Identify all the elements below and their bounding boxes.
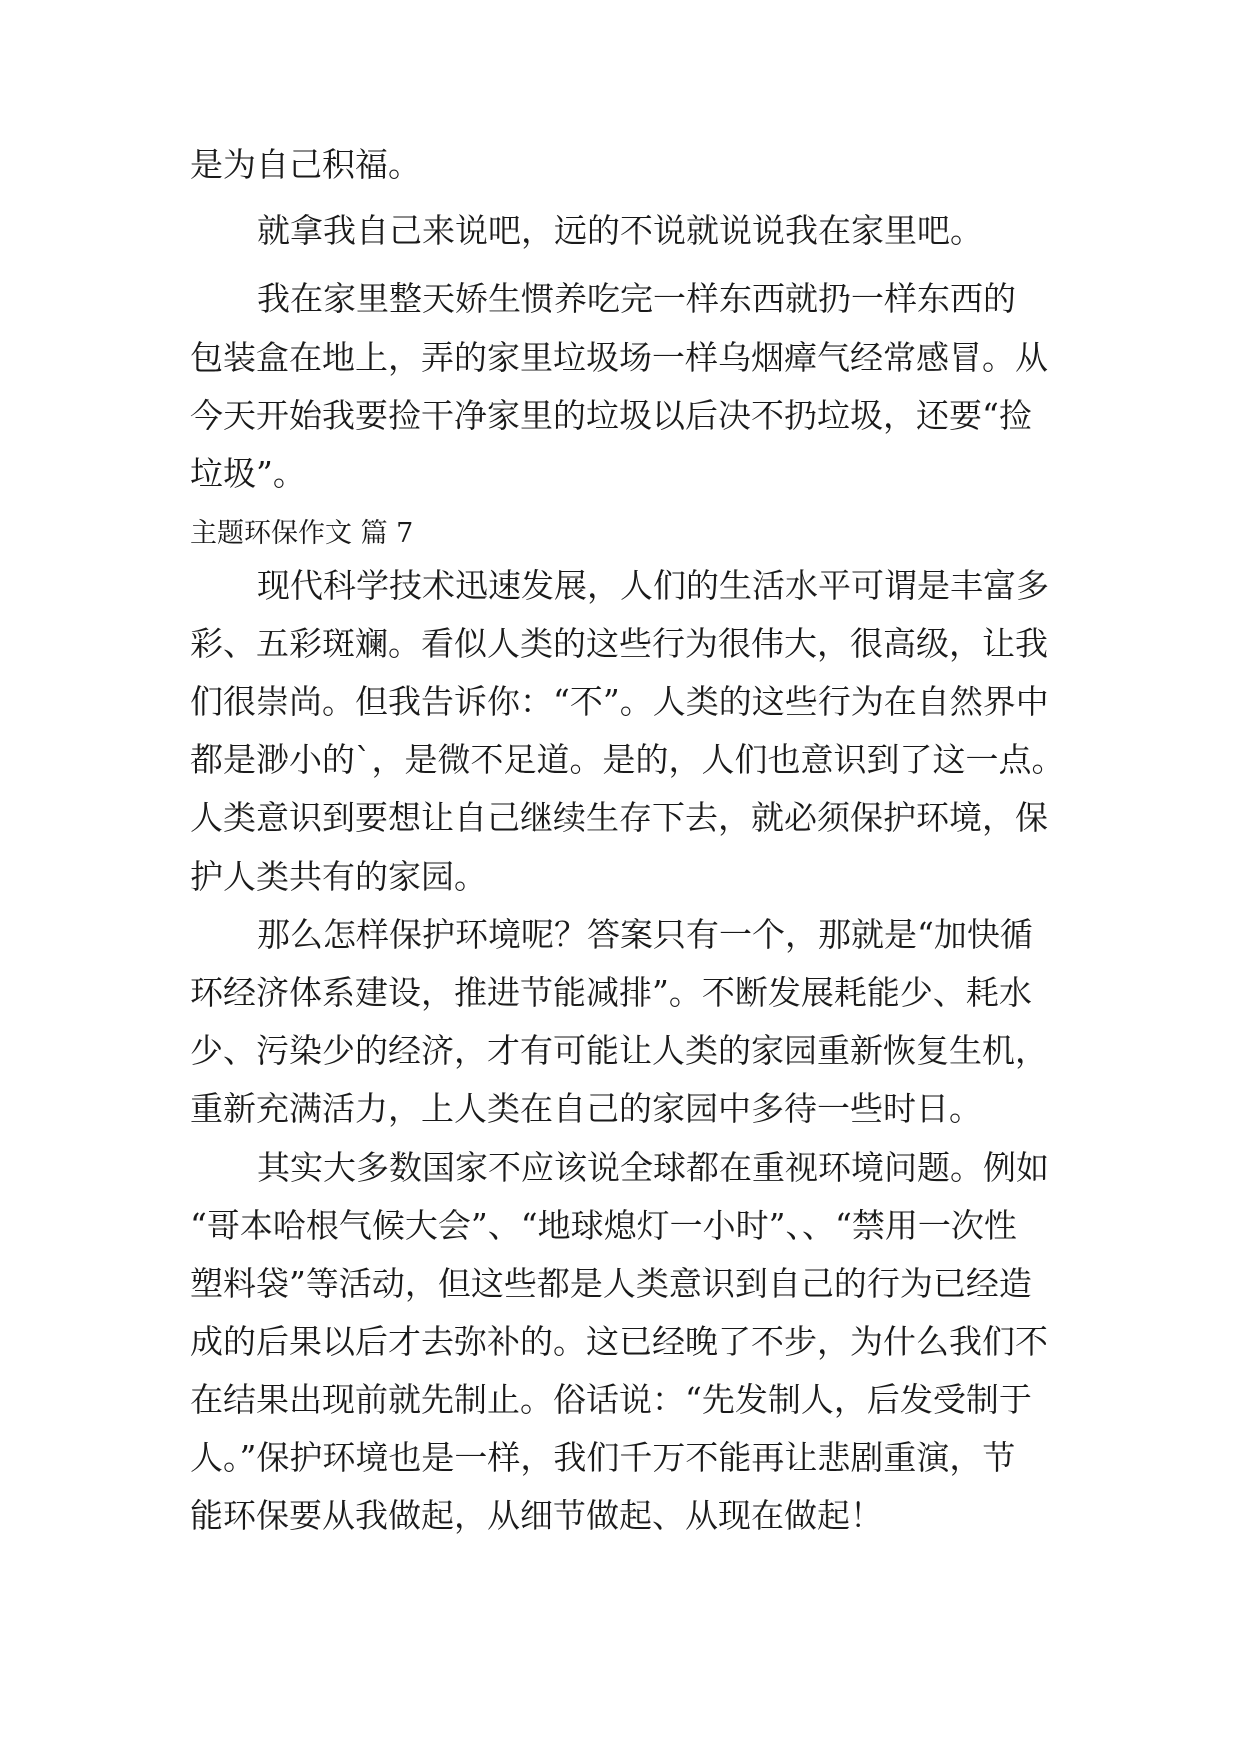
text-line: 今天开始我要捡干净家里的垃圾以后决不扔垃圾，还要“捡 bbox=[190, 396, 1032, 435]
text-line: 在结果出现前就先制止。俗话说：“先发制人，后发受制于 bbox=[190, 1380, 1032, 1419]
text-line: 能环保要从我做起，从细节做起、从现在做起！ bbox=[190, 1496, 883, 1535]
text-line: 现代科学技术迅速发展，人们的生活水平可谓是丰富多 bbox=[257, 566, 1049, 605]
text-line: 们很崇尚。但我告诉你：“不”。人类的这些行为在自然界中 bbox=[190, 682, 1049, 721]
text-line: 就拿我自己来说吧，远的不说就说说我在家里吧。 bbox=[257, 211, 983, 250]
text-line: 塑料袋”等活动，但这些都是人类意识到自己的行为已经造 bbox=[190, 1264, 1032, 1303]
text-line: 护人类共有的家园。 bbox=[190, 857, 487, 896]
text-line: 环经济体系建设，推进节能减排”。不断发展耗能少、耗水 bbox=[190, 973, 1032, 1012]
text-line: 少、污染少的经济，才有可能让人类的家园重新恢复生机， bbox=[190, 1031, 1048, 1070]
text-line: 人类意识到要想让自己继续生存下去，就必须保护环境，保 bbox=[190, 798, 1048, 837]
text-line: 人。”保护环境也是一样，我们千万不能再让悲剧重演，节 bbox=[190, 1438, 1016, 1477]
text-line: 我在家里整天娇生惯养吃完一样东西就扔一样东西的 bbox=[257, 279, 1016, 318]
text-line: 包装盒在地上，弄的家里垃圾场一样乌烟瘴气经常感冒。从 bbox=[190, 338, 1048, 377]
text-line: 是为自己积福。 bbox=[190, 145, 421, 184]
text-line: 都是渺小的`，是微不足道。是的，人们也意识到了这一点。 bbox=[190, 740, 1065, 779]
text-line: 成的后果以后才去弥补的。这已经晚了不步，为什么我们不 bbox=[190, 1322, 1048, 1361]
text-line: “哥本哈根气候大会”、“地球熄灯一小时”、、“禁用一次性 bbox=[190, 1206, 1017, 1245]
section-heading: 主题环保作文 篇 7 bbox=[190, 518, 414, 549]
text-line: 垃圾”。 bbox=[190, 454, 306, 493]
text-line: 重新充满活力，上人类在自己的家园中多待一些时日。 bbox=[190, 1089, 982, 1128]
text-line: 其实大多数国家不应该说全球都在重视环境问题。例如 bbox=[257, 1148, 1049, 1187]
text-line: 彩、五彩斑斓。看似人类的这些行为很伟大，很高级，让我 bbox=[190, 624, 1048, 663]
text-line: 那么怎样保护环境呢？答案只有一个，那就是“加快循 bbox=[257, 915, 1033, 954]
